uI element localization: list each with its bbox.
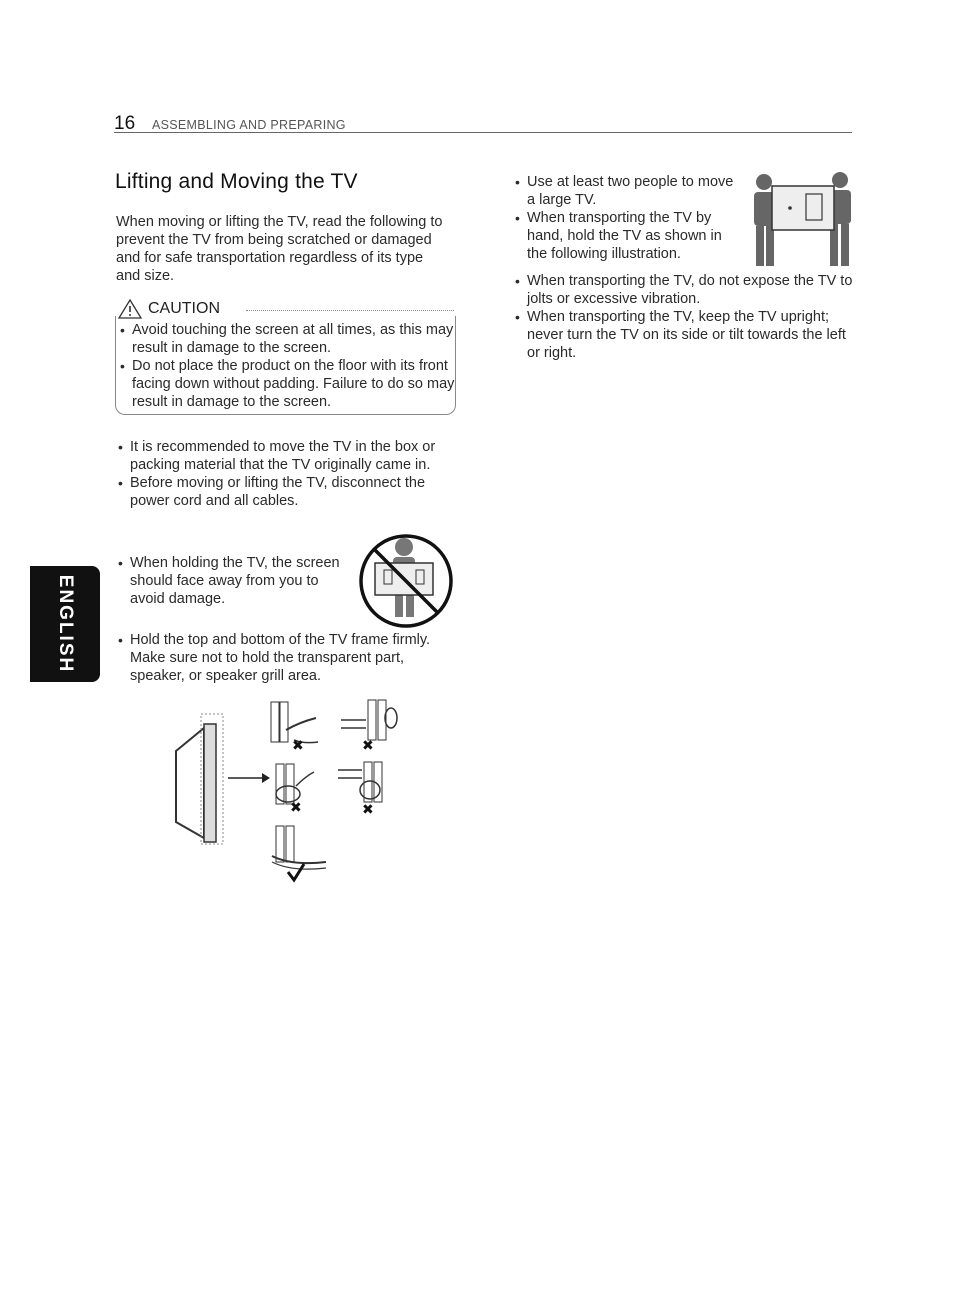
header-rule [114,132,852,133]
caution-item: • Do not place the product on the floor with its front facing down without padding. Failure to do so may result in damage to the screen. [119,357,455,411]
page-title: Lifting and Moving the TV [115,170,358,193]
correct-grip [272,826,326,869]
list-item: • When transporting the TV by hand, hold the TV as shown in the following illustration. [514,209,742,263]
list-item: • It is recommended to move the TV in the box or packing material that the TV originally came in. [117,438,457,474]
wrong-grip-2 [341,700,397,740]
wrong-grip-4 [338,762,382,802]
two-people-carrying-illustration [750,170,854,270]
caution-rule [246,310,454,311]
x-mark-icon: ✖ [292,737,304,753]
warning-triangle-icon [118,299,142,319]
list-item: • Before moving or lifting the TV, disconnect the power cord and all cables. [117,474,457,510]
intro-paragraph: When moving or lifting the TV, read the following to prevent the TV from being scratched or damaged and for safe transportation regardless of its type and size. [116,214,443,284]
left-bullet-list [117,438,457,510]
list-item: • When transporting the TV, keep the TV upright; never turn the TV on its side or tilt towards the left or right. [514,308,854,362]
caution-heading [118,299,220,319]
wrong-holding-illustration [356,533,456,629]
page-number: 16 [114,113,136,134]
section-title: ASSEMBLING AND PREPARING [152,118,346,132]
check-mark-icon [288,864,304,880]
frame-holding-illustration [166,696,406,886]
caution-item: • Avoid touching the screen at all times, as this may result in damage to the screen. [119,321,455,357]
right-top-list [514,173,742,263]
x-mark-icon: ✖ [362,737,374,753]
holding-bullet [117,554,352,608]
list-item: • Use at least two people to move a large TV. [514,173,742,209]
wrong-grip-3 [276,764,314,804]
tv-side-view [176,714,223,844]
list-item: • When transporting the TV, do not expose the TV to jolts or excessive vibration. [514,272,854,308]
language-tab-label-wrap [30,566,100,682]
list-item: • Hold the top and bottom of the TV frame firmly. Make sure not to hold the transparent part, speaker, or speaker grill area. [117,631,462,685]
right-bullet-list [514,272,854,362]
list-item: • When holding the TV, the screen should face away from you to avoid damage. [117,554,352,608]
arrow-icon [228,773,270,783]
frame-bullet [117,631,462,685]
language-tab-label: ENGLISH [55,574,77,674]
x-mark-icon: ✖ [290,799,302,815]
x-mark-icon: ✖ [362,801,374,817]
caution-label: CAUTION [148,300,220,317]
caution-list [119,321,455,411]
